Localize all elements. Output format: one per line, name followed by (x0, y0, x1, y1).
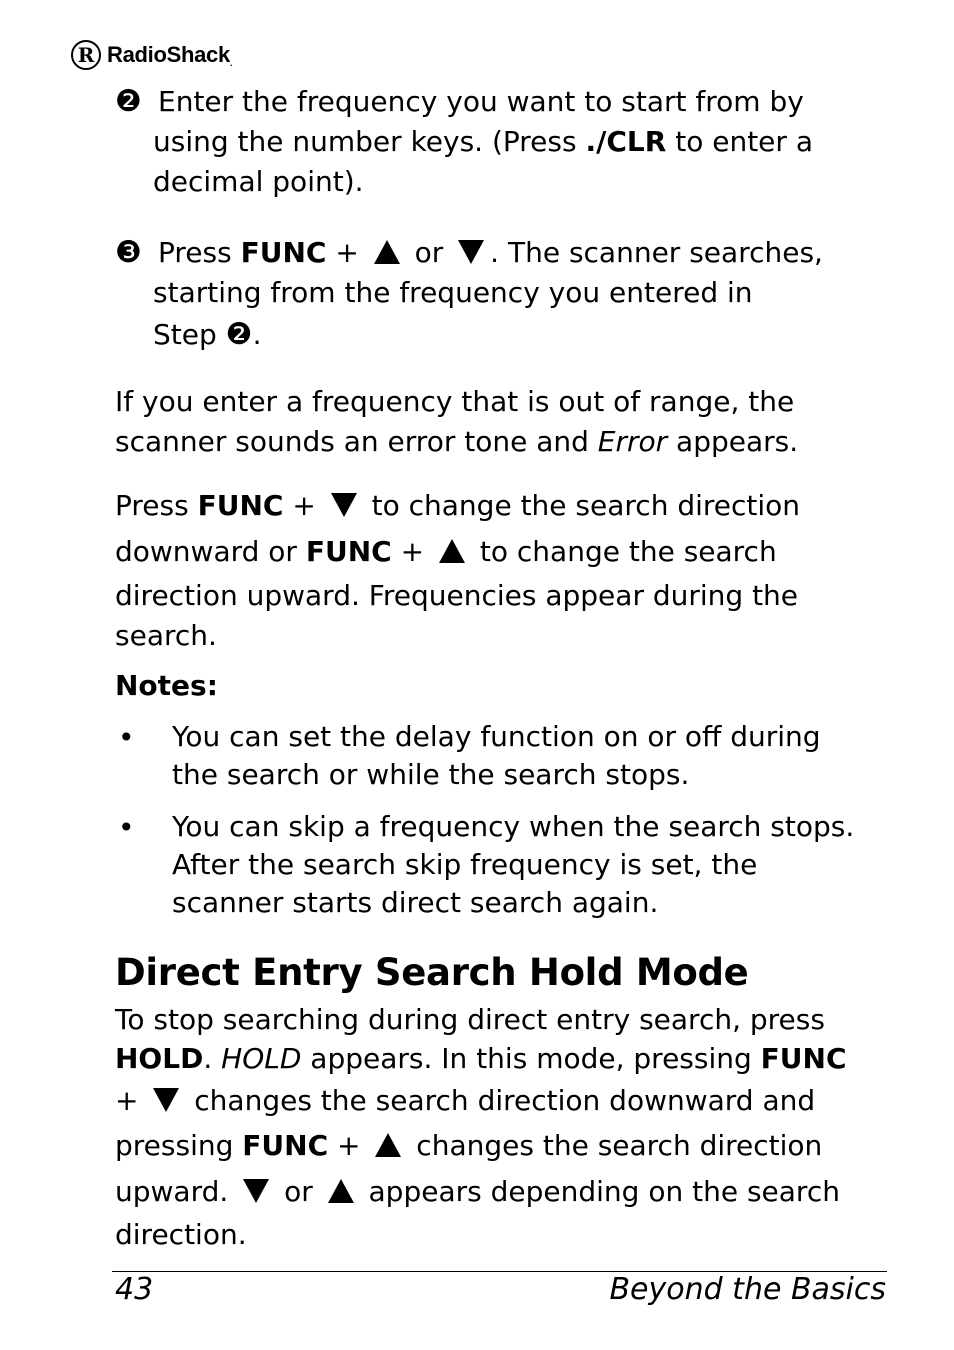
direction-paragraph: Press FUNC + to change the search direction downward or FUNC + to change the search direction upward. Frequencies appear during the search. (115, 489, 801, 652)
up-arrow-icon (374, 240, 400, 264)
registered-r-icon: R (71, 40, 101, 70)
step-2: ❷ Enter the frequency you want to start from by using the number keys. (Press ./CLR to enter a decimal point). (115, 84, 813, 198)
bullet-icon: • (118, 721, 135, 754)
error-display-text: Error (597, 425, 668, 458)
notes-title: Notes: (115, 669, 218, 702)
func-key: FUNC (240, 236, 327, 269)
brand-name: RadioShack. (107, 42, 233, 68)
down-arrow-icon (243, 1179, 269, 1203)
up-arrow-icon (439, 539, 465, 563)
page-number: 43 (115, 1272, 154, 1307)
hold-display-text: HOLD (221, 1042, 302, 1075)
note-item: • You can set the delay function on or off during the search or while the search stops. (118, 720, 821, 791)
step-3: ❸ Press FUNC + or . The scanner searches, starting from the frequency you entered in Step ❷. (115, 235, 823, 352)
down-arrow-icon (153, 1088, 179, 1112)
step-number-2: ❷ (115, 84, 142, 119)
section-heading: Direct Entry Search Hold Mode (115, 951, 749, 994)
radioshack-logo (71, 38, 232, 72)
section-body: To stop searching during direct entry search, press HOLD. HOLD appears. In this mode, pressing FUNC + changes the search direction downward and pressing FUNC + changes the search direction upward. or appears depending on the search direction. (115, 1003, 847, 1251)
down-arrow-icon (331, 493, 357, 517)
hold-key: HOLD (115, 1042, 204, 1075)
up-arrow-icon (375, 1133, 401, 1157)
down-arrow-icon (458, 240, 484, 264)
chapter-title: Beyond the Basics (609, 1272, 886, 1307)
step-number-3: ❸ (115, 235, 142, 270)
up-arrow-icon (328, 1179, 354, 1203)
clr-key: ./CLR (585, 125, 667, 158)
step-ref-2: ❷ (225, 317, 253, 352)
error-paragraph: If you enter a frequency that is out of range, the scanner sounds an error tone and Error appears. (115, 385, 799, 458)
note-item: • You can skip a frequency when the search stops. After the search skip frequency is set, the scanner starts direct search again. (118, 810, 855, 919)
bullet-icon: • (118, 811, 135, 844)
